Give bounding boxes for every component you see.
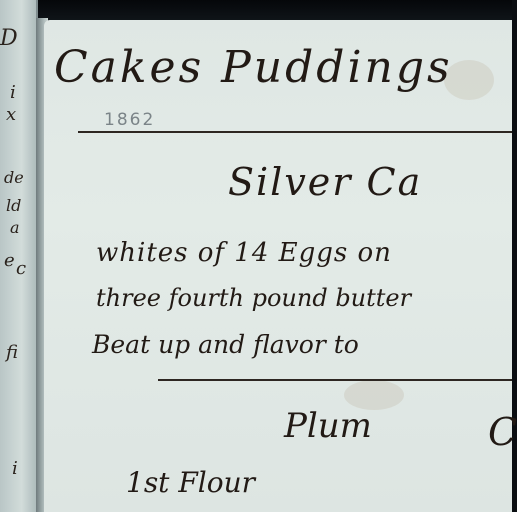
recipe-line: 1st Flour [126, 466, 255, 499]
left-page-fragment: de [4, 168, 24, 187]
left-page-edge [0, 0, 38, 512]
heading-rule [78, 131, 512, 133]
left-page-fragment: i [12, 458, 18, 479]
left-page-fragment: i [10, 82, 16, 103]
recipe-title: Plum [284, 406, 372, 446]
left-page-fragment: fi [6, 342, 19, 363]
year-note: 1862 [104, 110, 156, 130]
left-page-fragment: ld [6, 196, 22, 215]
recipe-line: whites of 14 Eggs on [96, 238, 392, 268]
left-page-fragment: e [4, 250, 15, 271]
book-page [44, 20, 517, 512]
section-rule [158, 379, 512, 381]
page-heading: Cakes Puddings [54, 42, 453, 93]
left-page-fragment: a [10, 218, 20, 237]
recipe-title: Silver Ca [228, 160, 423, 204]
recipe-line: three fourth pound butter [96, 284, 412, 312]
recipe-title-fragment: C [488, 410, 517, 454]
left-page-fragment: x [6, 104, 17, 125]
left-page-fragment: c [16, 258, 27, 279]
recipe-line: Beat up and flavor to [92, 330, 359, 359]
left-page-fragment: D [0, 26, 18, 51]
